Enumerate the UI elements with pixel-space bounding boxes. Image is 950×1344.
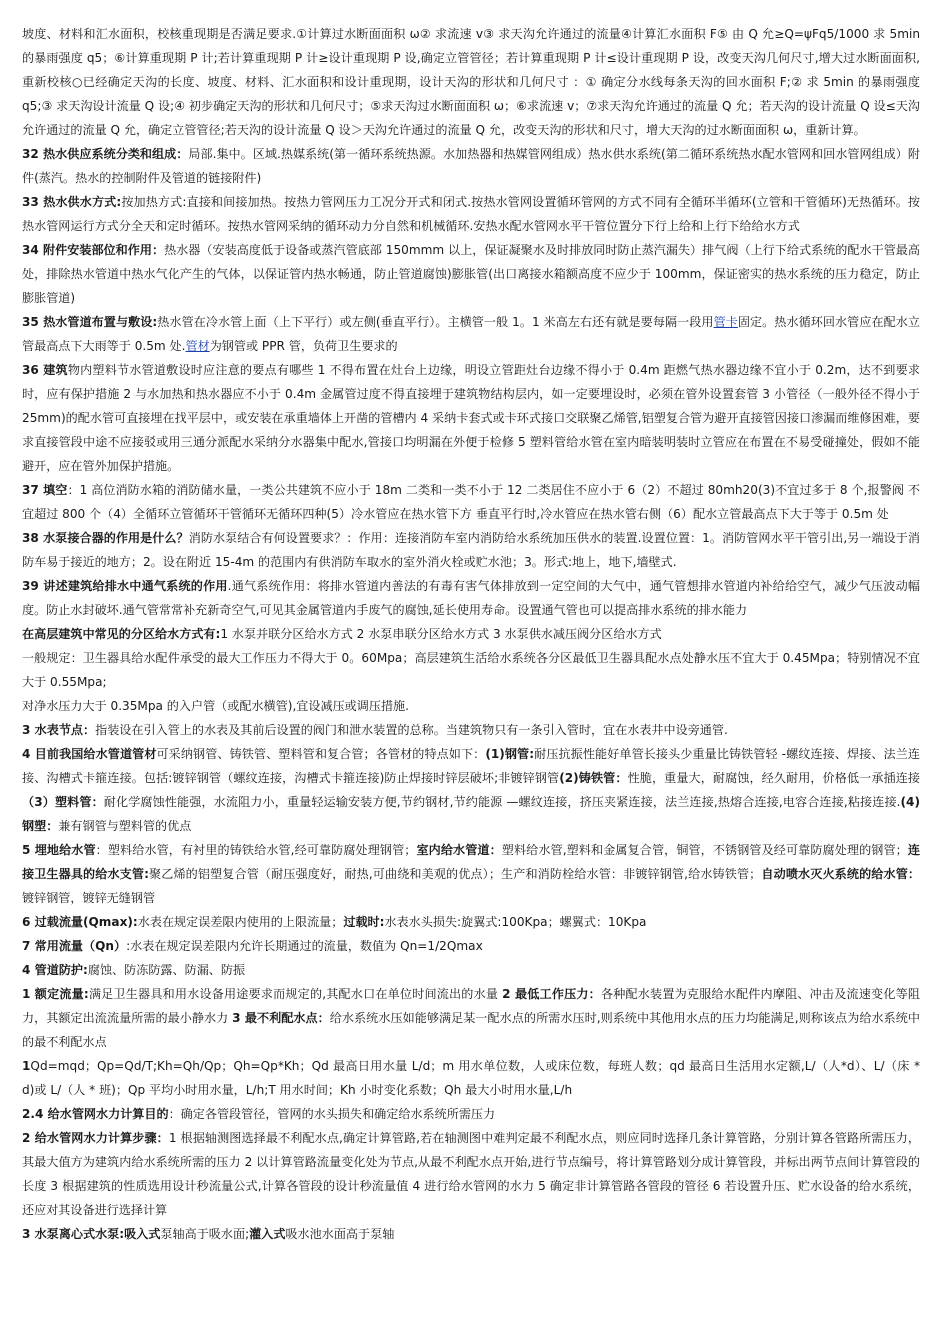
bold-heading: 33 热水供水方式: — [22, 195, 122, 209]
body-text: 坡度、材料和汇水面积，校核重现期是否满足要求.①计算过水断面面积 ω② 求流速 v③ 求天沟允许通过的流量④计算汇水面积 F⑤ 由 Q 允≥Q=ψFq5/1000 求 5min 的暴雨强度 q5；⑥计算重现期 P 计;若计算重现期 P 计≥设计重现期 P 设,确定立管管径；若计算重现期 P 计≤设计重现期 P 设，改变天沟几何尺寸,增大过水断面面积,重新校核○已经确定天沟的长度、坡度、材料、汇水面积和设计重现期，设计天沟的形状和几何尺寸 ：① 确定分水线每条天沟的回水面积 F;② 求 5min 的暴雨强度 q5;③ 求天沟设计流量 Q 设;④ 初步确定天沟的形状和几何尺寸；⑤求天沟过水断面面积 ω；⑥求流速 v；⑦求天沟允许通过的流量 Q 允；若天沟的设计流量 Q 设≤天沟允许通过的流量 Q 允，确定立管管径;若天沟的设计流量 Q 设＞天沟允许通过的流量 Q 允，改变天沟的形状和尺寸，增大天沟的过水断面面积 ω，重新计算。 — [22, 27, 920, 137]
paragraph — [22, 646, 920, 694]
body-text: 可采纳钢管、铸铁管、塑料管和复合管；各管材的特点如下： — [156, 747, 486, 761]
paragraph — [22, 574, 920, 622]
paragraph — [22, 742, 920, 838]
paragraph — [22, 142, 920, 190]
paragraph — [22, 1102, 920, 1126]
body-text: 吸水池水面高于泵轴 — [285, 1227, 395, 1241]
body-text: 按加热方式:直接和间接加热。按热力管网压力工况分开式和闭式.按热水管网设置循环管网的方式不同有全循环半循环(立管和干管循环)无热循环。按热水管网运行方式分全天和定时循环。按热水管网采纳的循环动力分自然和机械循环.安热水配水管网水平干管位置分下行上给和上行下给给水方式 — [22, 195, 920, 233]
paragraph — [22, 358, 920, 478]
bold-heading: 3 最不利配水点： — [232, 1011, 330, 1025]
body-text: 耐压抗振性能好单管长接头少重量比铸铁管轻 -螺纹连接、焊接、法兰连接、沟槽式卡箍连接。包括:镀锌钢管（螺纹连接，沟槽式卡箍连接)防止焊接时锌层破坏;非镀锌钢管 — [22, 747, 920, 785]
bold-heading: (2)铸铁管： — [559, 771, 628, 785]
bold-heading: 3 水泵离心式水泵: — [22, 1227, 125, 1241]
bold-heading: 灌入式 — [249, 1227, 286, 1241]
paragraph — [22, 622, 920, 646]
body-text: 固定。热水循环回水管应在配水立管最高点下大雨等于 0.5m 处. — [22, 315, 920, 353]
paragraph — [22, 838, 920, 910]
bold-heading: 在高层建筑中常见的分区给水方式有: — [22, 627, 221, 641]
body-text: ：1 高位消防水箱的消防储水量，一类公共建筑不应小于 18m 二类和一类不小于 12 二类居住不应小于 6（2）不超过 80mh20(3)不宜过多于 8 个,报警阀 不宜超过 800 个（4）全循环立管循环干管循环无循环四种(5）冷水管应在热水管下方 垂直平行时,冷水管应在热水管右侧（6）配水立管最高点下大于等于 0.5m 处 — [22, 483, 921, 521]
paragraph — [22, 958, 920, 982]
bold-heading: 室内给水管道： — [416, 843, 502, 857]
bold-heading: 2 给水管网水力计算步骤： — [22, 1131, 169, 1145]
paragraph — [22, 910, 920, 934]
body-text: 1 水泵并联分区给水方式 2 水泵串联分区给水方式 3 水泵供水减压阀分区给水方式 — [220, 627, 662, 641]
bold-heading: 37 填空 — [22, 483, 68, 497]
bold-heading: 连接卫生器具的给水支管: — [22, 843, 920, 881]
paragraph — [22, 1126, 920, 1222]
body-text: 塑料给水管,塑料和金属复合管，铜管，不锈钢管及经可靠防腐处理的钢管； — [501, 843, 908, 857]
paragraph — [22, 22, 920, 142]
body-text: 物内塑料节水管道敷设时应注意的要点有哪些 1 不得布置在灶台上边缘，明设立管距灶台边缘不得小于 0.4m 距燃气热水器边缘不宜小于 0.2m，达不到要求时，应有保护措施 2 与水加热和热水器应不小于 0.4m 金属管过度不得直接埋于建筑物结构层内，如一定要埋设时，必须在管外设置套管 3 小管径（一般外径不得小于 25mm)的配水管可直接埋在找平层中，或安装在承重墙体上开凿的管槽内 4 采纳卡套式或卡环式接口交联聚乙烯管,铝塑复合管为避开直接管因接口渗漏而维修困难，要求直接管段中途不应接驳或用三通分派配水采纳分水器集中配水,管接口均明漏在外便于检修 5 塑料管给水管在室内暗装明装时立管应在布置在不易受碰撞处，假如不能避开，应在管外加保护措施。 — [22, 363, 920, 473]
body-text: 性脆，重量大，耐腐蚀，经久耐用，价格低一承插连接 — [627, 771, 920, 785]
bold-heading: 35 热水管道布置与敷设: — [22, 315, 158, 329]
body-text: :水表在规定误差限内允许长期通过的流量，数值为 Qn=1/2Qmax — [126, 939, 483, 953]
body-text: 1 根据轴测图选择最不利配水点,确定计算管路,若在轴测图中难判定最不利配水点，则应同时选择几条计算管路，分别计算各管路所需压力，其最大值方为建筑内给水系统所需的压力 2 以计算管路流量变化处为节点,从最不利配水点开始,进行节点编号，将计算管路划分成计算管段，并标出两节点间计算管段的长度 3 根据建筑的性质选用设计秒流量公式,计算各管段的设计秒流量值 4 进行给水管网的水力 5 确定非计算管路各管段的管径 6 若设置升压、贮水设备的给水系统，还应对其设备进行选择计算 — [22, 1131, 920, 1217]
bold-heading: 过载时: — [343, 915, 385, 929]
bold-heading: 39 讲述建筑给排水中通气系统的作用 — [22, 579, 228, 593]
bold-heading: 32 热水供应系统分类和组成： — [22, 147, 189, 161]
body-text: 给水系统水压如能够满足某一配水点的所需水压时,则系统中其他用水点的压力均能满足,则称该点为给水系统中的最不利配水点 — [22, 1011, 920, 1049]
body-text: 消防水泵结合有何设置要求？：作用：连接消防车室内消防给水系统加压供水的装置.设置位置：1。消防管网水平干管引出,另一端设于消防车易于接近的地方；2。设在附近 15-4m 的范围内有供消防车取水的室外消火栓或贮水池；3。形式:地上，地下,墙壁式. — [22, 531, 920, 569]
inline-link[interactable]: 管材 — [185, 339, 210, 353]
body-text: 水表在规定误差限内使用的上限流量； — [137, 915, 344, 929]
bold-heading: 吸入式 — [124, 1227, 161, 1241]
bold-heading: 自动喷水灭火系统的给水管： — [761, 867, 921, 881]
bold-heading: 3 水表节点： — [22, 723, 96, 737]
body-text: 热水器（安装高度低于设备或蒸汽管底部 150mmm 以上，保证凝聚水及时排放同时防止蒸汽漏失）排气阀（上行下给式系统的配水干管最高处，排除热水管道中热水气化产生的气体，以保证管内热水畅通，防止管道腐蚀)膨胀管(出口离接水箱额高度不应少于 100mm，保证密实的热水系统的压力稳定，防止膨胀管道) — [22, 243, 920, 305]
body-text: 指装设在引入管上的水表及其前后设置的阀门和泄水装置的总称。当建筑物只有一条引入管时，宜在水表井中设旁通管. — [95, 723, 728, 737]
bold-heading: 2.4 给水管网水力计算目的 — [22, 1107, 169, 1121]
bold-heading: （3）塑料管： — [22, 795, 104, 809]
body-text: 水表水头损失:旋翼式:100Kpa；螺翼式：10Kpa — [384, 915, 647, 929]
paragraph — [22, 526, 920, 574]
bold-heading: 4 目前我国给水管道管材 — [22, 747, 157, 761]
body-text: 热水管在冷水管上面（上下平行）或左侧(垂直平行）。主横管一般 1。1 米高左右还有就是要每隔一段用 — [157, 315, 714, 329]
body-text: 腐蚀、防冻防露、防漏、防振 — [87, 963, 246, 977]
bold-heading: 38 水泵接合器的作用是什么？ — [22, 531, 189, 545]
body-text: 镀锌钢管，镀锌无缝钢管 — [22, 891, 156, 905]
body-text: 泵轴高于吸水面; — [160, 1227, 250, 1241]
paragraph — [22, 694, 920, 718]
bold-heading: (4)钢塑： — [22, 795, 920, 833]
bold-heading: 1 额定流量: — [22, 987, 89, 1001]
bold-heading: 1 — [22, 1059, 31, 1073]
bold-heading: 6 过载流量(Qmax): — [22, 915, 138, 929]
body-text: 满足卫生器具和用水设备用途要求而规定的,其配水口在单位时间流出的水量 — [88, 987, 503, 1001]
bold-heading: 5 埋地给水管 — [22, 843, 96, 857]
body-text: ：确定各管段管径，管网的水头损失和确定给水系统所需压力 — [168, 1107, 496, 1121]
body-text: .通气系统作用：将排水管道内善法的有毒有害气体排放到一定空间的大气中，通气管想排水管道内补给给空气，减少气压波动幅度。防止水封破坏.通气管常常补充新奇空气,可见其金属管道内手废气的腐蚀,延长使用寿命。设置通气管也可以提高排水系统的排水能力 — [22, 579, 920, 617]
body-text: 聚乙烯的铝塑复合管（耐压强度好，耐热,可曲绕和美观的优点）；生产和消防栓给水管：非镀锌钢管,给水铸铁管； — [148, 867, 762, 881]
paragraph — [22, 718, 920, 742]
bold-heading: (1)钢管: — [485, 747, 535, 761]
body-text: ：塑料给水管，有衬里的铸铁给水管,经可靠防腐处理钢管； — [95, 843, 417, 857]
body-text: 兼有钢管与塑料管的优点 — [58, 819, 192, 833]
paragraph — [22, 934, 920, 958]
inline-link[interactable]: 管卡 — [713, 315, 738, 329]
body-text: 对净水压力大于 0.35Mpa 的入户管（或配水横管),宜设减压或调压措施. — [22, 699, 409, 713]
paragraph — [22, 1054, 920, 1102]
body-text: 局部.集中。区域.热媒系统(第一循环系统热源。水加热器和热媒管网组成）热水供水系统(第二循环系统热水配水管网和回水管网组成）附件(蒸汽。热水的控制附件及管道的链接附件) — [22, 147, 920, 185]
bold-heading: 34 附件安装部位和作用： — [22, 243, 165, 257]
bold-heading: 2 最低工作压力： — [502, 987, 601, 1001]
body-text: 为钢管或 PPR 管，负荷卫生要求的 — [209, 339, 398, 353]
body-text: 各种配水装置为克服给水配件内摩阻、冲击及流速变化等阻力，其额定出流流量所需的最小静水力 — [22, 987, 920, 1025]
bold-heading: 4 管道防护: — [22, 963, 88, 977]
paragraph — [22, 982, 920, 1054]
body-text: 耐化学腐蚀性能强，水流阻力小，重量轻运输安装方便,节约钢材,节约能源 —螺纹连接，挤压夹紧连接，法兰连接,热熔合连接,电容合连接,粘接连接. — [103, 795, 901, 809]
bold-heading: 7 常用流量（Qn） — [22, 939, 127, 953]
body-text: 一般规定：卫生器具给水配件承受的最大工作压力不得大于 0。60Mpa；高层建筑生活给水系统各分区最低卫生器具配水点处静水压不宜大于 0.45Mpa；特别情况不宜大于 0.55Mpa; — [22, 651, 920, 689]
paragraph — [22, 1222, 920, 1246]
bold-heading: 36 建筑 — [22, 363, 68, 377]
paragraph — [22, 238, 920, 310]
body-text: Qd=mqd；Qp=Qd/T;Kh=Qh/Qp；Qh=Qp*Kh；Qd 最高日用水量 L/d；m 用水单位数，人或床位数，每班人数；qd 最高日生活用水定额,L/（人*d）、L/（床 * d)或 L/（人 * 班)；Qp 平均小时用水量，L/h;T 用水时间；Kh 小时变化系数；Qh 最大小时用水量,L/h — [22, 1059, 920, 1097]
paragraph — [22, 478, 920, 526]
paragraph — [22, 310, 920, 358]
paragraph — [22, 190, 920, 238]
